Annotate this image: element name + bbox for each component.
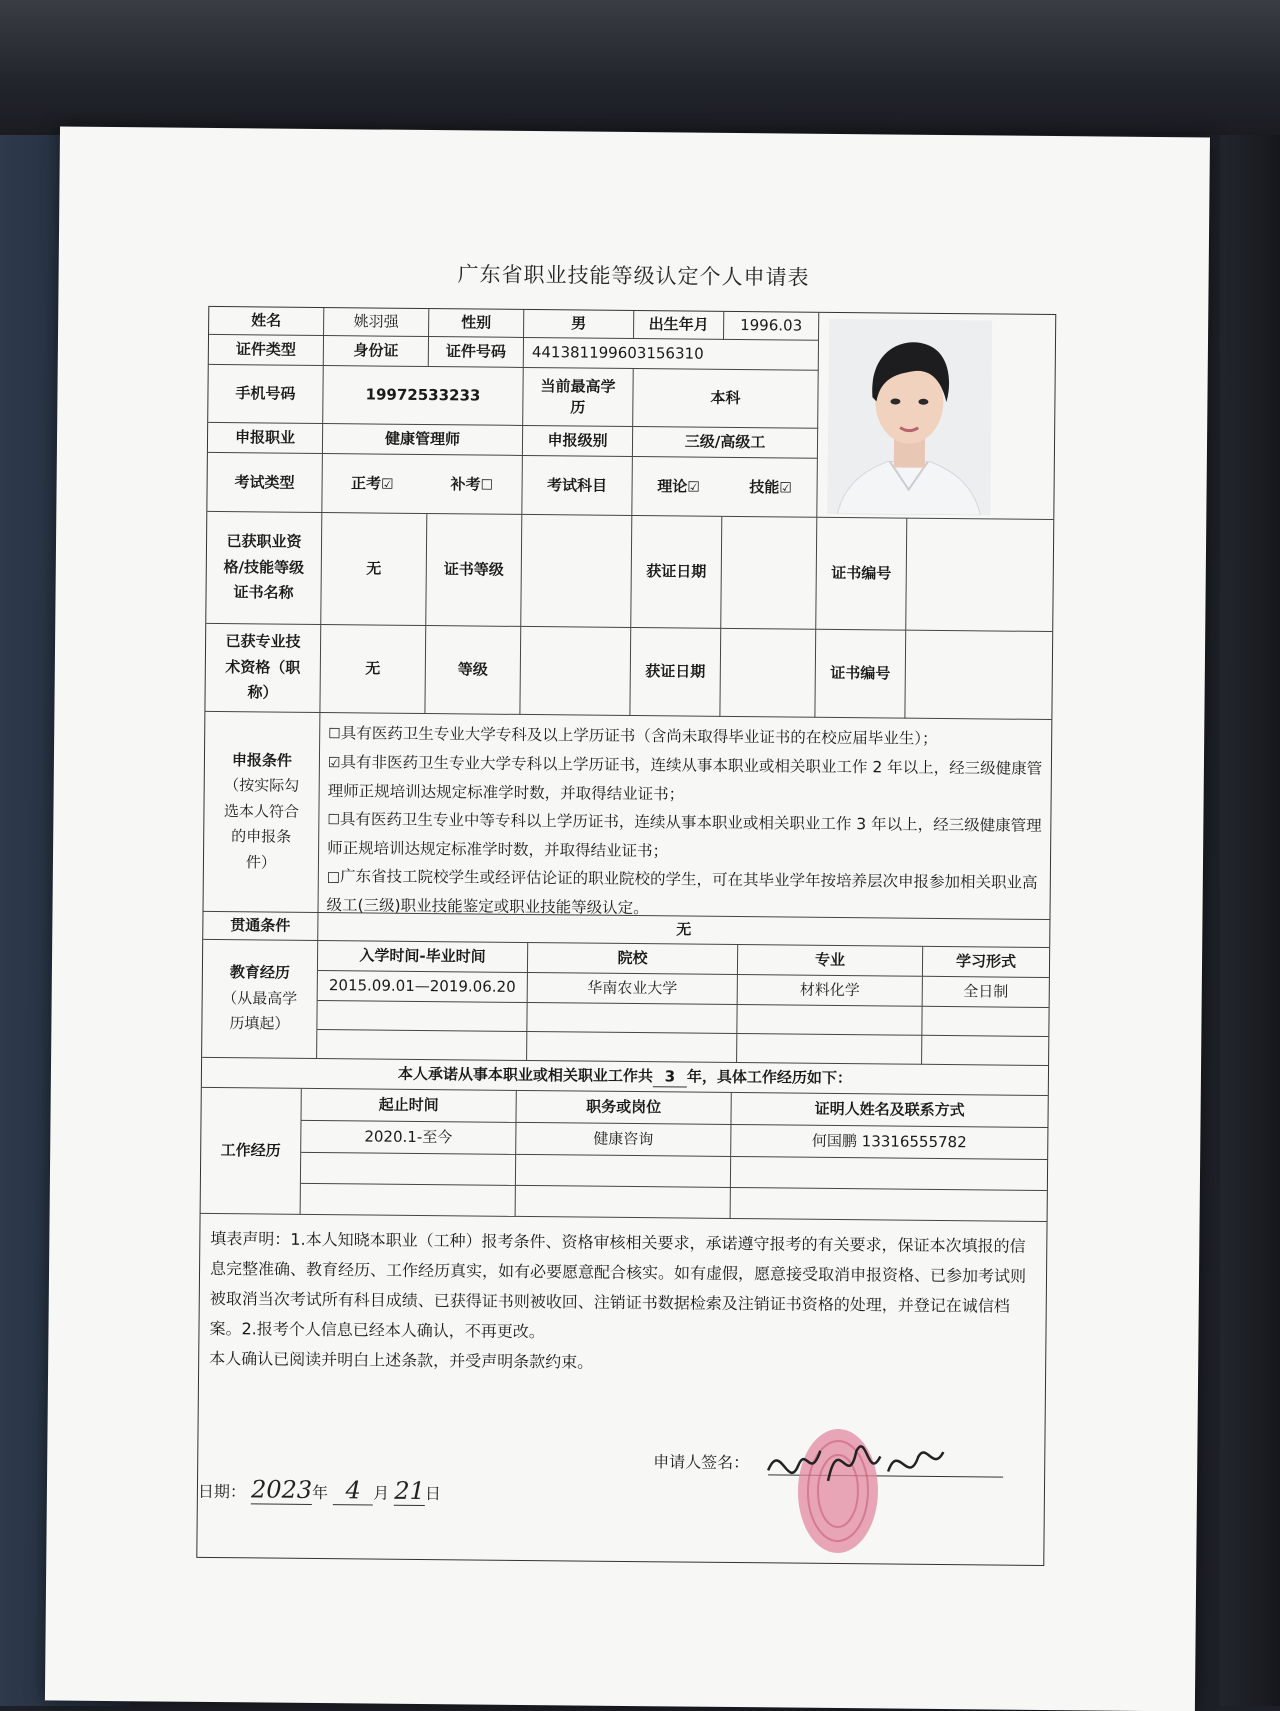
exam-type-options [322, 454, 523, 515]
work-row-empty [516, 1186, 731, 1219]
date-label: 日期： [197, 1481, 247, 1502]
work-header-witness: 证明人姓名及联系方式 [731, 1093, 1047, 1128]
edu-row-empty [527, 1003, 737, 1034]
label-id-type: 证件类型 [209, 335, 324, 366]
edu-row-empty [317, 1001, 527, 1032]
label-birth: 出生年月 [634, 311, 724, 340]
date-year: 2023 [250, 1475, 313, 1504]
label-phone: 手机号码 [208, 365, 324, 424]
value-gender: 男 [524, 310, 634, 339]
work-row-empty [516, 1155, 731, 1188]
checkbox-makeup[interactable]: ☐ [480, 477, 494, 494]
value-occupation: 健康管理师 [323, 424, 523, 456]
value-name: 姚羽强 [324, 308, 429, 337]
edu-row-empty [527, 1032, 737, 1063]
date-month: 4 [333, 1476, 373, 1505]
condition-checkbox-4[interactable]: □ [326, 869, 341, 886]
label-pro-date: 获证日期 [630, 628, 721, 717]
label-exam-subject: 考试科目 [522, 456, 633, 516]
declaration-text [199, 1216, 1047, 1394]
work-header-period: 起止时间 [301, 1089, 516, 1123]
work-years: 3 [653, 1066, 687, 1088]
value-cert-date [721, 517, 817, 630]
application-form-table [196, 306, 1056, 1566]
condition-item: ☐具有医药卫生专业大学专科及以上学历证书（含尚未取得毕业证书的在校应届毕业生）； [328, 724, 938, 748]
label-occupation: 申报职业 [208, 423, 323, 454]
label-pro-title: 已获专业技术资格（职称） [205, 624, 321, 713]
work-row-empty [301, 1153, 516, 1186]
label-cert-date: 获证日期 [631, 516, 722, 629]
subject-skill-option[interactable]: 技能☑ [749, 477, 792, 497]
subject-theory-option[interactable]: 理论☑ [657, 476, 700, 496]
value-level: 三级/高级工 [633, 427, 818, 459]
exam-subject-options [632, 457, 818, 518]
value-pro-grade [520, 627, 631, 716]
edu-row-empty [922, 1036, 1048, 1066]
condition-checkbox-1[interactable]: ☐ [328, 726, 341, 743]
edu-row-empty [737, 1034, 922, 1065]
work-row-empty [301, 1184, 516, 1217]
edu-header-time: 入学时间-毕业时间 [318, 941, 528, 973]
work-row-empty [731, 1188, 1047, 1222]
value-cert-grade [521, 515, 632, 628]
desk-background-top [0, 0, 1280, 135]
checkbox-theory[interactable]: ☑ [687, 479, 700, 496]
work-row-1-position: 健康咨询 [516, 1123, 731, 1157]
date-day: 21 [394, 1476, 426, 1506]
label-cert-grade: 证书等级 [426, 514, 522, 627]
edu-row-empty [317, 1030, 527, 1061]
signature-label: 申请人签名： [653, 1452, 750, 1473]
checkbox-skill[interactable]: ☑ [779, 479, 792, 497]
edu-row-1-school: 华南农业大学 [528, 973, 738, 1005]
work-commitment: 本人承诺从事本职业或相关职业工作共 3 年，具体工作经历如下： [202, 1058, 1048, 1096]
condition-checkbox-3[interactable]: ☐ [327, 812, 341, 829]
value-pro-date [720, 629, 816, 718]
edu-row-1-time: 2015.09.01—2019.06.20 [318, 971, 528, 1003]
label-edu-history: 教育经历 [229, 963, 290, 982]
value-phone: 19972533233 [323, 366, 524, 426]
application-paper [45, 126, 1210, 1711]
label-gender: 性别 [429, 309, 524, 338]
edu-row-1-major: 材料化学 [738, 975, 923, 1007]
work-row-1-witness: 何国鹏 13316555782 [731, 1125, 1047, 1160]
declaration-body: 填表声明：1.本人知晓本职业（工种）报考条件、资格审核相关要求，承诺遵守报考的有关要求，保证本次填报的信息完整准确、教育经历、工作经历真实，如有必要愿意配合核实。如有虚假，愿意接受取消申报资格、已参加考试则被取消当次考试所有科目成绩、已获得证书则被收回、注销证书数据检索及注销证书资格的处理，并登记在诚信档案。2.报考个人信息已经本人确认，不再更改。 [209, 1228, 1027, 1342]
checkbox-regular[interactable]: ☑ [381, 476, 394, 493]
value-education: 本科 [633, 369, 819, 429]
label-pro-grade: 等级 [425, 626, 521, 715]
label-through: 贯通条件 [203, 912, 318, 941]
signature-fingerprint-icon [757, 1410, 1018, 1562]
condition-item: □广东省技工院校学生或经评估论证的职业院校的学生，可在其毕业学年按培养层次申报参加相关职业高级工(三级)职业技能鉴定或职业技能等级认定。 [326, 867, 1038, 918]
declaration-confirm: 本人确认已阅读并明白上述条款，并受声明条款约束。 [209, 1348, 594, 1372]
label-cert-no: 证书编号 [816, 518, 907, 631]
photo-cell [817, 313, 1055, 520]
conditions-label-cell [203, 712, 320, 913]
value-cert-no [906, 519, 1053, 632]
label-exam-type: 考试类型 [207, 453, 323, 513]
value-pro-no [905, 631, 1052, 720]
value-id-type: 身份证 [324, 336, 429, 367]
label-conditions-hint: （按实际勾选本人符合的申报条件） [223, 776, 300, 872]
desk-background-right [1220, 135, 1280, 1706]
work-row-empty [731, 1157, 1047, 1191]
edu-header-form: 学习形式 [923, 947, 1049, 978]
work-header-position: 职务或岗位 [516, 1091, 731, 1125]
label-id-no: 证件号码 [429, 337, 524, 368]
label-education: 当前最高学历 [523, 368, 634, 427]
label-edu-hint: （从最高学历填起） [222, 988, 298, 1033]
edu-row-empty [737, 1005, 922, 1036]
condition-item: ☑具有非医药卫生专业大学专科以上学历证书，连续从事本职业或相关职业工作 2 年以上，经三级健康管理师正规培训达规定标准学时数，并取得结业证书； [327, 753, 1043, 804]
edu-header-major: 专业 [738, 945, 923, 977]
value-pro-title: 无 [320, 625, 426, 714]
condition-checkbox-2[interactable]: ☑ [327, 755, 341, 772]
label-level: 申报级别 [523, 426, 633, 457]
edu-row-1-form: 全日制 [923, 977, 1049, 1008]
condition-item: ☐具有医药卫生专业中等专科以上学历证书，连续从事本职业或相关职业工作 3 年以上，经三级健康管理师正规培训达规定标准学时数，并取得结业证书； [327, 810, 1042, 861]
date-row: 日期： 2023年 4 月 21日 [197, 1475, 441, 1506]
label-work-history: 工作经历 [201, 1088, 302, 1215]
label-name: 姓名 [209, 307, 324, 336]
edu-label-cell [202, 940, 318, 1059]
label-cert-name: 已获职业资格/技能等级证书名称 [206, 512, 322, 625]
label-conditions: 申报条件 [231, 750, 293, 770]
edu-header-school: 院校 [528, 943, 738, 975]
value-birth: 1996.03 [724, 312, 819, 341]
form-title: 广东省职业技能等级认定个人申请表 [457, 262, 810, 290]
label-pro-no: 证书编号 [815, 630, 906, 719]
edu-row-empty [922, 1007, 1048, 1037]
exam-makeup-option[interactable]: 补考☐ [450, 474, 494, 494]
work-row-1-period: 2020.1-至今 [301, 1121, 516, 1155]
exam-regular-option[interactable]: 正考☑ [350, 473, 394, 493]
portrait-icon [827, 319, 992, 516]
conditions-list [318, 713, 1051, 920]
applicant-photo [827, 319, 992, 516]
value-cert-name: 无 [321, 513, 427, 626]
value-id-no: 441381199603156310 [524, 338, 819, 371]
signature-area [197, 1445, 1044, 1553]
value-through: 无 [318, 913, 1049, 948]
